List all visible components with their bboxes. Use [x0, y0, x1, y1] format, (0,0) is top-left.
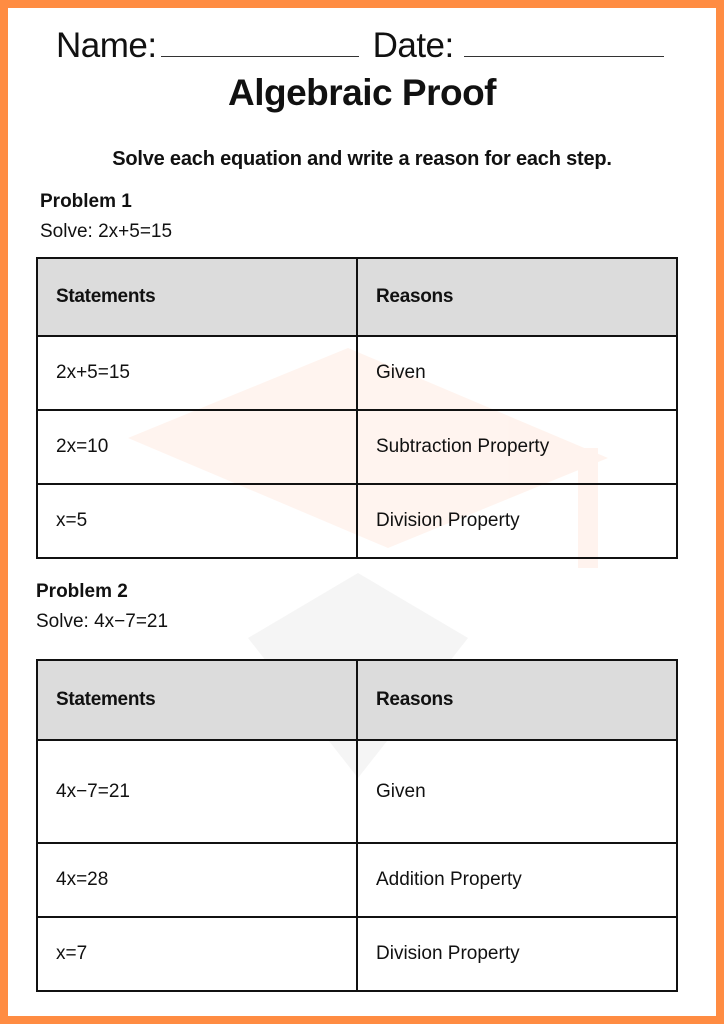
- statement-cell: x=5: [37, 484, 357, 558]
- reason-cell: Given: [357, 336, 677, 410]
- table-row: [37, 484, 677, 558]
- problem-1-title: Problem 1: [40, 191, 132, 212]
- name-blank-field[interactable]: [161, 55, 359, 57]
- statements-header: Statements: [37, 258, 357, 336]
- statements-header: Statements: [37, 660, 357, 740]
- worksheet-page: [8, 8, 716, 1016]
- name-label: Name:: [56, 26, 157, 65]
- table-header-row: [37, 258, 677, 336]
- statement-cell: 2x+5=15: [37, 336, 357, 410]
- reason-cell: Division Property: [357, 484, 677, 558]
- date-blank-field[interactable]: [464, 55, 664, 57]
- reason-cell: Given: [357, 740, 677, 843]
- name-date-line: [56, 22, 686, 66]
- table-row: [37, 410, 677, 484]
- table-header-row: [37, 660, 677, 740]
- reasons-header: Reasons: [357, 660, 677, 740]
- instructions: Solve each equation and write a reason for each step.: [112, 148, 612, 170]
- table-row: [37, 740, 677, 843]
- problem-2-title: Problem 2: [36, 581, 128, 602]
- problem-2-equation: Solve: 4x−7=21: [36, 611, 169, 632]
- page-title: Algebraic Proof: [228, 72, 496, 113]
- reason-cell: Division Property: [357, 917, 677, 991]
- statement-cell: 4x−7=21: [37, 740, 357, 843]
- date-label: Date:: [372, 26, 454, 65]
- problem-1-proof-table: [36, 257, 678, 559]
- problem-1-equation: Solve: 2x+5=15: [40, 221, 173, 242]
- table-row: [37, 336, 677, 410]
- statement-cell: 2x=10: [37, 410, 357, 484]
- problem-2-proof-table: [36, 659, 678, 992]
- reasons-header: Reasons: [357, 258, 677, 336]
- table-row: [37, 843, 677, 917]
- statement-cell: x=7: [37, 917, 357, 991]
- statement-cell: 4x=28: [37, 843, 357, 917]
- reason-cell: Addition Property: [357, 843, 677, 917]
- reason-cell: Subtraction Property: [357, 410, 677, 484]
- table-row: [37, 917, 677, 991]
